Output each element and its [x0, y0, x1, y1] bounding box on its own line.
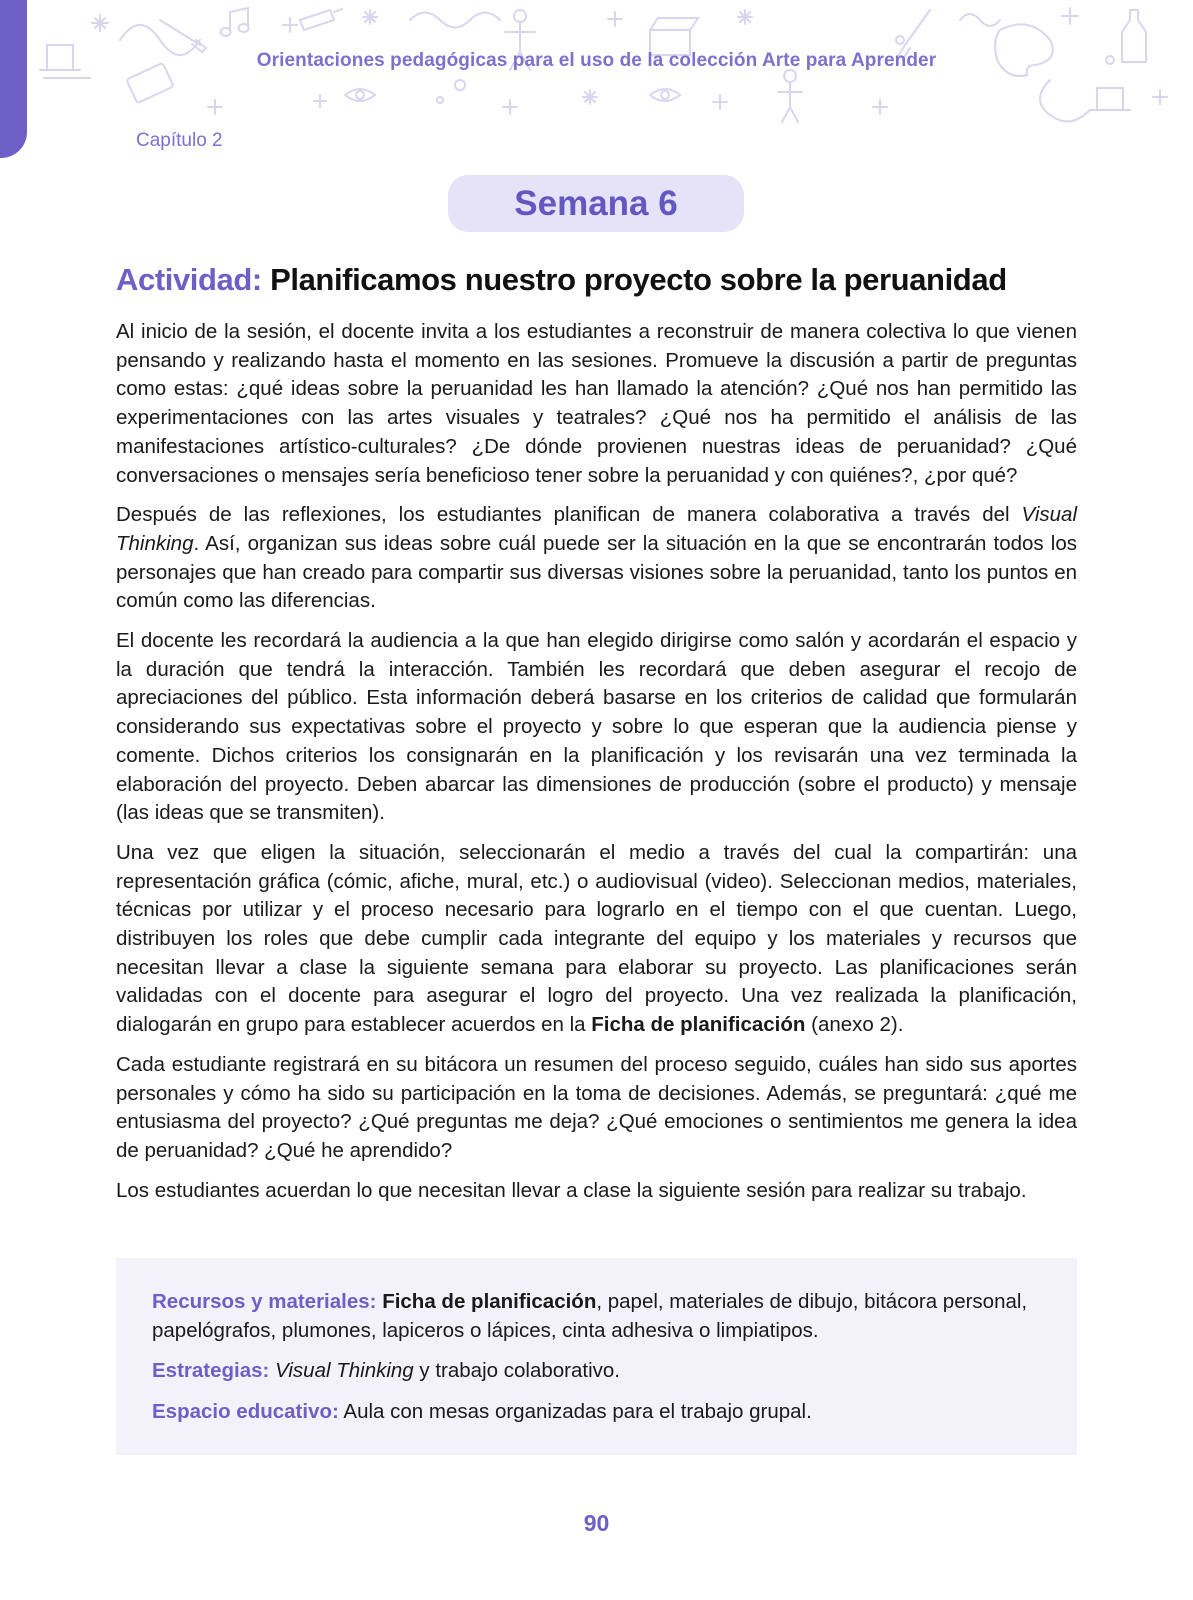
week-badge: Semana 6: [448, 175, 744, 232]
running-title: Orientaciones pedagógicas para el uso de la colección Arte para Aprender: [256, 50, 937, 71]
paragraph-2: Después de las reflexiones, los estudiantes planifican de manera colaborativa a través del Visual Thinking. Así, organizan sus ideas sobre cuál puede ser la situación en la que se encontrarán todos los personajes que han creado para compartir sus diversas visiones sobre la peruanidad, tanto los puntos en común como las diferencias.: [116, 503, 1077, 613]
space-label: Espacio educativo:: [152, 1400, 339, 1424]
strategies-line: Estrategias: Visual Thinking y trabajo colaborativo.: [152, 1359, 620, 1383]
activity-title: Planificamos nuestro proyecto sobre la peruanidad: [270, 262, 1007, 297]
paragraph-6: Los estudiantes acuerdan lo que necesitan llevar a clase la siguiente sesión para realizar su trabajo.: [116, 1178, 1027, 1202]
paragraph-1: Al inicio de la sesión, el docente invita a los estudiantes a reconstruir de manera colectiva lo que vienen pensando y realizando hasta el momento en las sesiones. Promueve la discusión a partir de preguntas como estas: ¿qué ideas sobre la peruanidad les han llamado la atención? ¿Qué nos han permitido las experimentaciones con las artes visuales y teatrales? ¿Qué nos ha permitido el análisis de las manifestaciones artístico-culturales? ¿De dónde provienen nuestras ideas de peruanidad? ¿Qué conversaciones o mensajes sería beneficioso tener sobre la peruanidad y con quiénes?, ¿por qué?: [116, 320, 1077, 487]
resources-box: [116, 1258, 1077, 1455]
activity-heading: [116, 262, 1096, 298]
strategies-label: Estrategias:: [152, 1359, 270, 1383]
paragraph-3: El docente les recordará la audiencia a la que han elegido dirigirse como salón y acordarán el espacio y la duración que tendrá la interacción. También les recordará que deben asegurar el recojo de apreciaciones del público. Esta información deberá basarse en los criterios de calidad que formularán considerando sus expectativas sobre el proyecto y sobre lo que esperan que la audiencia piense y comente. Dichos criterios los consignarán en la planificación y los revisarán una vez terminada la elaboración del proyecto. Deben abarcar las dimensiones de producción (sobre el producto) y mensaje (las ideas que se transmiten).: [116, 629, 1077, 825]
space-line: Espacio educativo: Aula con mesas organizadas para el trabajo grupal.: [152, 1400, 812, 1424]
resources-label: Recursos y materiales:: [152, 1290, 377, 1313]
ficha-reference: Ficha de planificación: [591, 1013, 806, 1037]
paragraph-5: Cada estudiante registrará en su bitácora un resumen del proceso seguido, cuáles han sido sus aportes personales y cómo ha sido su participación en la toma de decisiones. Además, se preguntará: ¿qué me entusiasma del proyecto? ¿Qué preguntas me deja? ¿Qué emociones o sentimientos me genera la idea de peruanidad? ¿Qué he aprendido?: [116, 1052, 1077, 1162]
page-number: 90: [583, 1510, 610, 1536]
activity-label: Actividad:: [116, 262, 262, 297]
resources-line: Recursos y materiales: Ficha de planificación, papel, materiales de dibujo, bitácora personal, papelógrafos, plumones, lapiceros o lápices, cinta adhesiva o limpiatipos.: [152, 1290, 1028, 1342]
chapter-label: Capítulo 2: [136, 130, 223, 151]
visual-thinking-term: Visual Thinking: [116, 503, 1077, 555]
paragraph-4: Una vez que eligen la situación, seleccionarán el medio a través del cual la compartirán: una representación gráfica (cómic, afiche, mural, etc.) o audiovisual (video). Seleccionan medios, materiales, técnicas por utilizar y el proceso necesario para lograrlo en el tiempo con el que cuentan. Luego, distribuyen los roles que debe cumplir cada integrante del equipo y los materiales y recursos que necesitan llevar a clase la siguiente semana para elaborar su proyecto. Las planificaciones serán validadas con el docente para asegurar el logro del proyecto. Una vez realizada la planificación, dialogarán en grupo para establecer acuerdos en la Ficha de planificación (anexo 2).: [116, 840, 1077, 1037]
main-text: [116, 318, 1077, 1216]
